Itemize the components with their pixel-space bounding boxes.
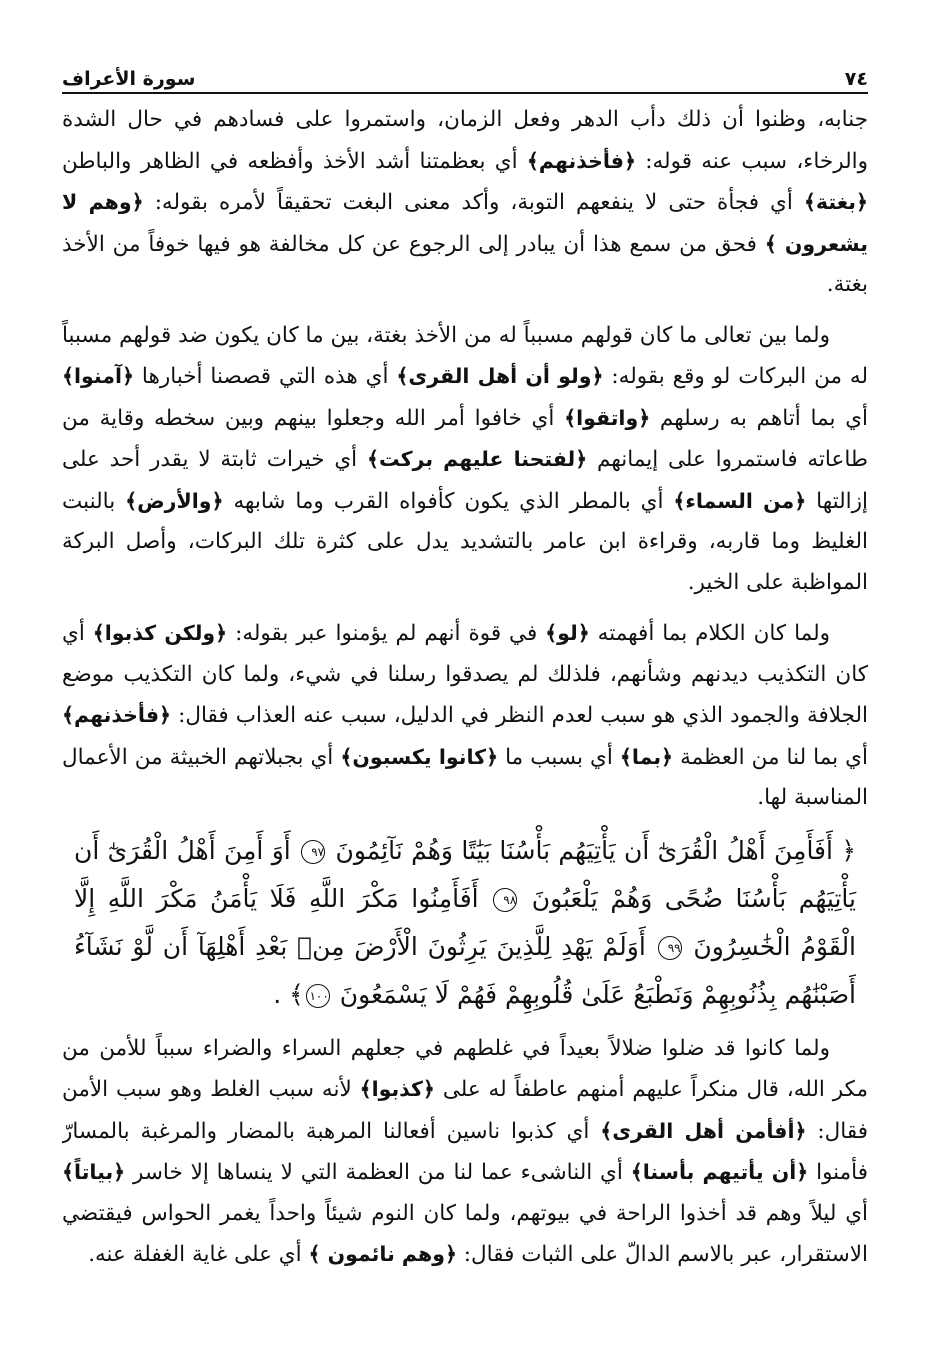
verse-text xyxy=(74,827,856,1019)
text-run: أي خافوا أمر الله وجعلوا بينهم وبين سخطه وقاية من طاعاته فاستمروا على إيمانهم xyxy=(62,405,868,472)
text-run: أي بجبلاتهم الخبيثة من الأعمال المناسبة لها. xyxy=(62,744,868,810)
text-run: أي هذه التي قصصنا أخبارها xyxy=(134,364,397,389)
text-run: أي الناشىء عما لنا من العظمة التي لا ينساها إلا خاسر xyxy=(125,1160,631,1185)
surah-title: سورة الأعراف xyxy=(62,68,196,90)
quran-quote: ﴿كذبوا﴾ xyxy=(359,1077,435,1101)
page-number: ٧٤ xyxy=(844,68,868,90)
quran-quote: ﴿أفأمن أهل القرى﴾ xyxy=(600,1118,807,1143)
quran-quote: ﴿من السماء﴾ xyxy=(673,488,807,513)
quran-quote: ﴿بياتاً﴾ xyxy=(62,1160,126,1184)
quran-quote: ﴿وهم نائمون ﴾ xyxy=(308,1242,457,1266)
text-run: بالنبت الغليظ وما قاربه، وقراءة ابن عامر بالتشديد يدل على كثرة تلك البركات، وأصل البركة المواظبة على الخير. xyxy=(62,488,868,595)
text-run: ولما كانوا قد ضلوا ضلالاً بعيداً في غلطهم في جعلهم السراء والضراء سبباً للأمن من مكر الله، قال منكراً عليهم أمنهم عاطفاً له على xyxy=(62,1035,868,1102)
paragraph-2 xyxy=(62,316,868,604)
ayah-number-marker: ٩٩ xyxy=(658,936,682,960)
text-run: أي بعظمتنا أشد الأخذ وأفظعه في الظاهر والباطن xyxy=(62,148,527,174)
quran-quote: ﴿كانوا يكسبون﴾ xyxy=(340,744,499,769)
text-run: أي كان التكذيب ديدنهم وشأنهم، فلذلك لم يصدقوا رسلنا في شيء، ولما كان التكذيب موضع الجلافة والجمود الذي هو سبب لعدم النظر في الدليل، سبب عنه العذاب فقال: xyxy=(62,621,868,728)
text-run: أي على غاية الغفلة عنه. xyxy=(88,1242,309,1267)
quran-quote: ﴿آمنوا﴾ xyxy=(62,364,134,388)
quran-quote: ﴿بما﴾ xyxy=(619,744,674,769)
quran-quote: ﴿لو﴾ xyxy=(545,621,590,645)
quran-quote: ﴿والأرض﴾ xyxy=(125,488,224,513)
text-run: أي فجأة حتى لا ينفعهم التوبة، وأكد معنى البغت تحقيقاً لأمره بقوله: xyxy=(143,190,804,215)
running-head xyxy=(62,58,868,90)
verse-97: أَفَأَمِنَ أَهْلُ الْقُرَىٰٓ أَن يَأْتِيَهُم بَأْسُنَا بَيَٰتًا وَهُمْ نَآئِمُونَ xyxy=(335,835,833,865)
verse-99: أَفَأَمِنُوا مَكْرَ اللَّهِ فَلَا يَأْمَنُ مَكْرَ اللَّهِ إِلَّا الْقَوْمُ الْخَٰسِرُونَ xyxy=(74,883,857,961)
verse-open-bracket: ﴿ xyxy=(841,835,856,865)
text-run: أي بما لنا من العظمة xyxy=(673,744,868,770)
quran-quote: ﴿فأخذنهم﴾ xyxy=(62,703,172,727)
quran-quote: ﴿فأخذنهم﴾ xyxy=(526,148,636,173)
text-run: أي بما أتاهم به رسلهم xyxy=(650,405,868,431)
quran-verse-block xyxy=(62,827,868,1019)
book-page xyxy=(62,58,868,1298)
quran-quote: ﴿وهم لا يشعرون ﴾ xyxy=(62,190,868,256)
text-run: أي كذبوا ناسين أفعالنا المرهبة بالمضار والمرغبة بالمسارّ فأمنوا xyxy=(62,1118,868,1185)
text-run: في قوة أنهم لم يؤمنوا عبر بقوله: xyxy=(227,621,546,646)
verse-98: أَوَ أَمِنَ أَهْلُ الْقُرَىٰٓ أَن يَأْتِيَهُم بَأْسُنَا ضُحًى وَهُمْ يَلْعَبُونَ xyxy=(74,835,857,913)
paragraph-gap xyxy=(62,306,868,316)
text-run: لأنه سبب الغلط وهو سبب الأمن فقال: xyxy=(62,1077,868,1144)
text-run: أي بالمطر الذي يكون كأفواه القرب وما شابهه xyxy=(223,488,674,514)
paragraph-4 xyxy=(62,1029,868,1276)
ayah-number-marker: ٩٧ xyxy=(301,840,325,864)
paragraph-3 xyxy=(62,613,868,819)
header-rule xyxy=(62,92,868,94)
ayah-number-marker: ١٠٠ xyxy=(306,984,330,1008)
text-run: فحق من سمع هذا أن يبادر إلى الرجوع عن كل مخالفة هو فيها خوفاً من الأخذ بغتة. xyxy=(62,231,868,297)
quran-quote: ﴿ولكن كذبوا﴾ xyxy=(92,621,228,645)
text-run: جنابه، وظنوا أن ذلك دأب الدهر وفعل الزمان، واستمروا على فسادهم في حال الشدة والرخاء، سبب عنه قوله: xyxy=(62,107,868,174)
quran-quote: ﴿ولو أن أهل القرى﴾ xyxy=(396,364,604,388)
verse-100: أَوَلَمْ يَهْدِ لِلَّذِينَ يَرِثُونَ الْأَرْضَ مِنۢ بَعْدِ أَهْلِهَآ أَن لَّوْ نَشَآءُ أَصَبْنَٰهُم بِذُنُوبِهِمْ وَنَطْبَعُ عَلَىٰ قُلُوبِهِمْ فَهُمْ لَا يَسْمَعُونَ xyxy=(74,931,856,1009)
quran-quote: ﴿بغتة﴾ xyxy=(803,190,868,214)
text-run: أي ليلاً وهم قد أخذوا الراحة في بيوتهم، ولما كان النوم شيئاً واحداً يغمر الحواس فيقتضي الاستقرار، عبر بالاسم الدالّ على الثبات فقال: xyxy=(62,1200,868,1267)
text-run: أي خيرات ثابتة لا يقدر أحد على إزالتها xyxy=(62,447,868,514)
verse-close-bracket: ﴾ . xyxy=(273,979,304,1009)
ayah-number-marker: ٩٨ xyxy=(493,888,517,912)
text-run: أي بسبب ما xyxy=(498,744,620,770)
quran-quote: ﴿أن يأتيهم بأسنا﴾ xyxy=(630,1160,809,1184)
quran-quote: ﴿لفتحنا عليهم بركت﴾ xyxy=(366,447,588,471)
paragraph-1 xyxy=(62,100,868,306)
text-run: ولما كان الكلام بما أفهمته xyxy=(589,621,831,646)
quran-quote: ﴿واتقوا﴾ xyxy=(564,405,651,430)
paragraph-gap xyxy=(62,603,868,613)
text-run: ولما بين تعالى ما كان قولهم مسبباً له من الأخذ بغتة، بين ما كان يكون ضد قولهم مسبباً له من البركات لو وقع بقوله: xyxy=(62,322,868,389)
